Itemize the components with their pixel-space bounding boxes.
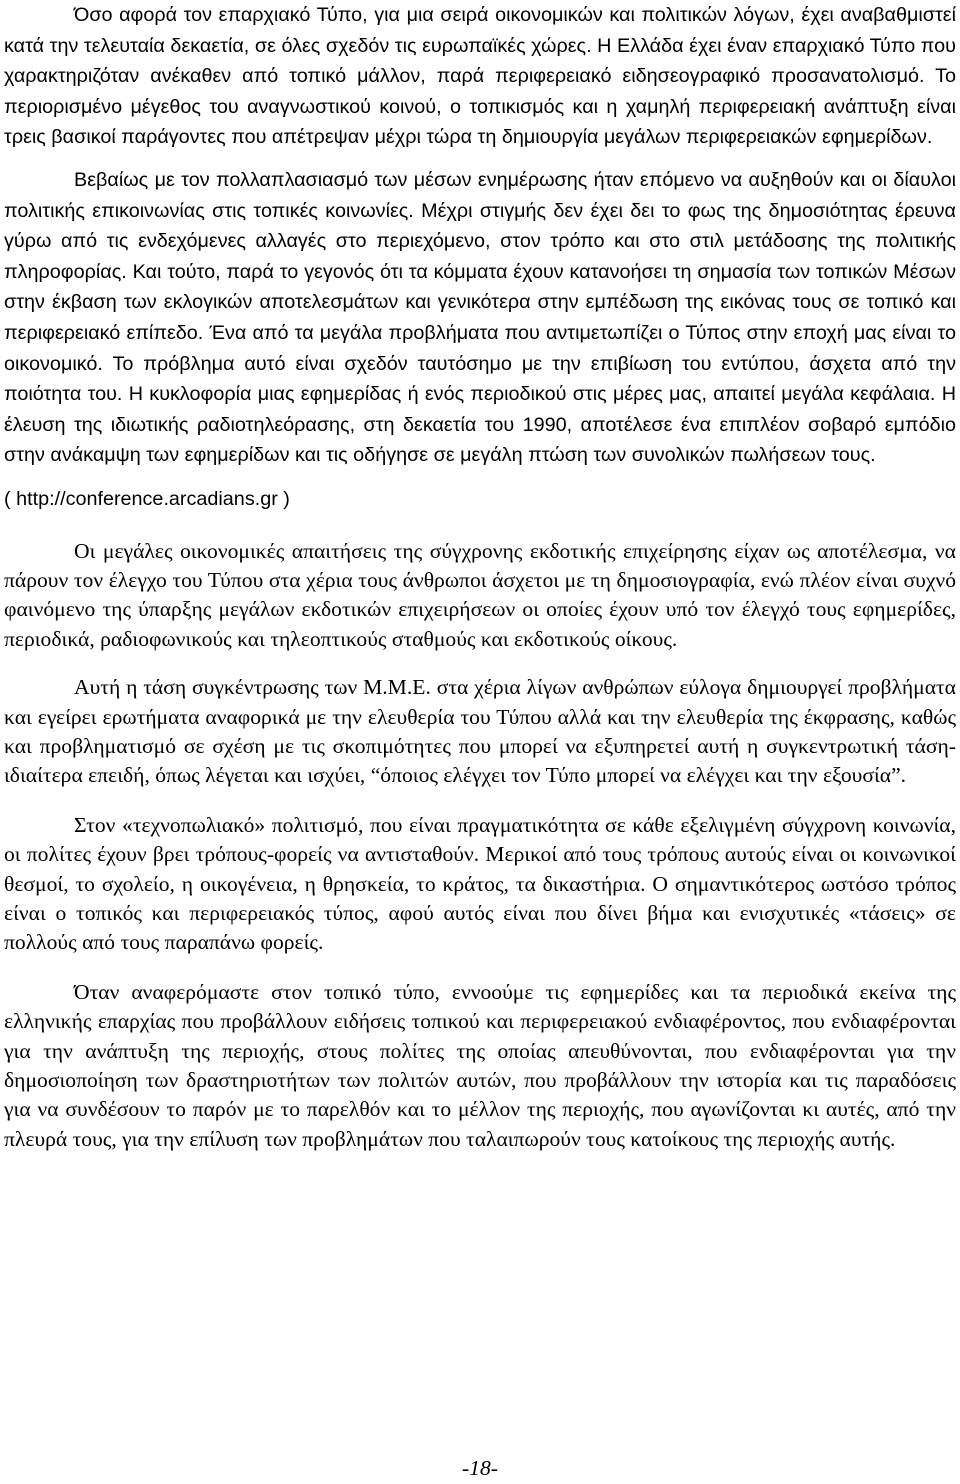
paragraph-media-concentration: Αυτή η τάση συγκέντρωσης των Μ.Μ.Ε. στα χέρια λίγων ανθρώπων εύλογα δημιουργεί προβλήματα και εγείρει ερωτήματα αναφορικά με την ελευθερία του Τύπου αλλά και την ελευθερία της έκφρασης, καθώς και προβληματισμό σε σχέση με τις σκοπιμότητες που μπορεί να εξυπηρετεί αυτή η συγκεντρωτική τάση- ιδιαίτερα επειδή, όπως λέγεται και ισχύει, “όποιος ελέγχει τον Τύπο μπορεί να ελέγχει και την εξουσία”. bbox=[4, 675, 956, 788]
page-number: -18- bbox=[462, 1456, 498, 1480]
source-citation: ( http://conference.arcadians.gr ) bbox=[4, 487, 290, 510]
paragraph-local-press-definition: Όταν αναφερόμαστε στον τοπικό τύπο, εννοούμε τις εφημερίδες και τα περιοδικά εκείνα της ελληνικής επαρχίας που προβάλλουν ειδήσεις τοπικού και περιφερειακού ενδιαφέροντος, που ενδιαφέρονται για την ανάπτυξη της περιοχής, στους πολίτες της οποίας απευθύνονται, που ενδιαφέρονται για την δημοσιοποίηση των δραστηριοτήτων των πολιτών αυτών, που προβάλλουν την ιστορία και τις παραδόσεις για να συνδέσουν το παρόν με το παρελθόν και το μέλλον της περιοχής, που αγωνίζονται κι αυτές, από την πλευρά τους, για την επίλυση των προβλημάτων που ταλαιπωρούν τους κατοίκους της περιοχής αυτής. bbox=[4, 979, 956, 1151]
document-body bbox=[4, 0, 956, 1154]
paragraph-economic-demands: Οι μεγάλες οικονομικές απαιτήσεις της σύγχρονης εκδοτικής επιχείρησης είχαν ως αποτέλεσμα, να πάρουν τον έλεγχο του Τύπου στα χέρια τους άνθρωποι άσχετοι με τη δημοσιογραφία, ενώ πλέον είναι συχνό φαινόμενο της ύπαρξης μεγάλων εκδοτικών επιχειρήσεων οι οποίες έχουν υπό τον έλεγχό τους εφημερίδες, περιοδικά, ραδιοφωνικούς και τηλεοπτικούς σταθμούς και εκδοτικούς οίκους. bbox=[4, 538, 956, 651]
paragraph-political-communication: Βεβαίως με τον πολλαπλασιασμό των μέσων ενημέρωσης ήταν επόμενο να αυξηθούν και οι δίαυλοι πολιτικής επικοινωνίας στις τοπικές κοινωνίες. Μέχρι στιγμής δεν έχει δει το φως της δημοσιότητας έρευνα γύρω από τις ενδεχόμενες αλλαγές στο περιεχόμενο, στον τρόπο και στο στιλ μετάδοσης της πολιτικής πληροφορίας. Και τούτο, παρά το γεγονός ότι τα κόμματα έχουν κατανοήσει τη σημασία των τοπικών Μέσων στην έκβαση των εκλογικών αποτελεσμάτων και γενικότερα στην εμπέδωση της εικόνας τους σε τοπικό και περιφερειακό επίπεδο. Ένα από τα μεγάλα προβλήματα που αντιμετωπίζει ο Τύπος στην εποχή μας είναι το οικονομικό. Το πρόβλημα αυτό είναι σχεδόν ταυτόσημο με την επιβίωση του εντύπου, άσχετα από την ποιότητα του. Η κυκλοφορία μιας εφημερίδας ή ενός περιοδικού στις μέρες μας, απαιτεί μεγάλα κεφάλαια. Η έλευση της ιδιωτικής ραδιοτηλεόρασης, στη δεκαετία του 1990, αποτέλεσε ένα επιπλέον σοβαρό εμπόδιο στην ανάκαμψη των εφημερίδων και τις οδήγησε σε μεγάλη πτώση των συνολικών πωλήσεων τους. bbox=[4, 168, 956, 467]
paragraph-technopoly: Στον «τεχνοπωλιακό» πολιτισμό, που είναι πραγματικότητα σε κάθε εξελιγμένη σύγχρονη κοινωνία, οι πολίτες έχουν βρει τρόπους-φορείς να αντισταθούν. Μερικοί από τους τρόπους αυτούς είναι οι κοινωνικοί θεσμοί, το σχολείο, η οικογένεια, η θρησκεία, το κράτος, τα δικαστήρια. Ο σημαντικότερος ωστόσο τρόπος είναι ο τοπικός και περιφερειακός τύπος, αφού αυτός είναι που δίνει βήμα και ενισχυτικές «τάσεις» σε πολλούς από τους παραπάνω φορείς. bbox=[4, 812, 956, 955]
paragraph-regional-press: Όσο αφορά τον επαρχιακό Τύπο, για μια σειρά οικονομικών και πολιτικών λόγων, έχει αναβαθμιστεί κατά την τελευταία δεκαετία, σε όλες σχεδόν τις ευρωπαϊκές χώρες. Η Ελλάδα έχει έναν επαρχιακό Τύπο που χαρακτηριζόταν ανέκαθεν από τοπικό μάλλον, παρά περιφερειακό ειδησεογραφικό προσανατολισμό. Το περιορισμένο μέγεθος του αναγνωστικού κοινού, ο τοπικισμός και η χαμηλή περιφερειακή ανάπτυξη είναι τρεις βασικοί παράγοντες που απέτρεψαν μέχρι τώρα τη δημιουργία μεγάλων περιφερειακών εφημερίδων. bbox=[4, 4, 956, 149]
